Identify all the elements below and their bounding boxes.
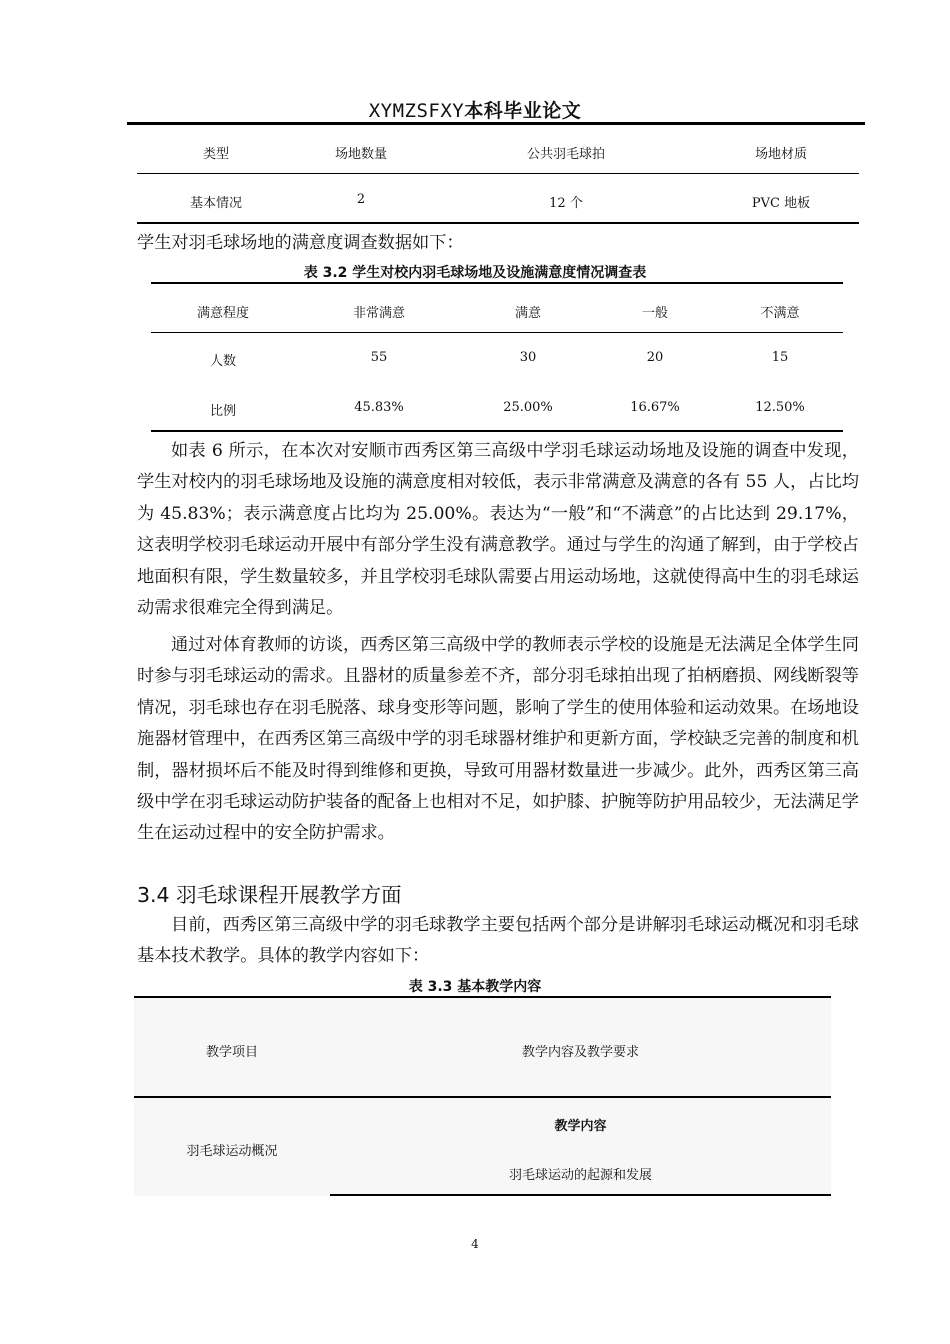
venue-cell-count: 2: [356, 192, 366, 207]
satisfaction-count-label: 人数: [209, 354, 236, 369]
venue-header-type: 类型: [202, 147, 229, 162]
venue-header-count: 场地数量: [334, 147, 387, 162]
satisfaction-header-unsatisfied: 不满意: [760, 306, 800, 321]
satisfaction-ratio-label: 比例: [209, 404, 236, 419]
content-header-item: 教学项目: [205, 1045, 258, 1060]
section-heading: 3.4 羽毛球课程开展教学方面: [137, 883, 402, 907]
content-table-bottom-rule: [330, 1194, 831, 1196]
page-header-title: [0, 96, 950, 123]
venue-cell-type: 基本情况: [189, 196, 242, 211]
satisfaction-header-level: 满意程度: [196, 306, 249, 321]
header-prefix: XYMZSFXY: [368, 100, 465, 122]
satisfaction-header-very: 非常满意: [352, 306, 405, 321]
section-paragraph: 目前，西秀区第三高级中学的羽毛球教学主要包括两个部分是讲解羽毛球运动概况和羽毛球基本技术教学。具体的教学内容如下：: [137, 915, 859, 967]
satisfaction-ratio-average: 16.67%: [630, 400, 680, 415]
venue-header-rackets: 公共羽毛球拍: [526, 147, 605, 162]
content-row-item: 羽毛球运动概况: [186, 1144, 278, 1159]
satisfaction-table-caption: 表 3.2 学生对校内羽毛球场地及设施满意度情况调查表: [303, 265, 647, 281]
satisfaction-intro: 学生对羽毛球场地的满意度调查数据如下：: [137, 233, 464, 253]
page-number: 4: [471, 1237, 479, 1251]
satisfaction-ratio-unsatisfied: 12.50%: [755, 400, 805, 415]
header-rule: [127, 122, 865, 125]
satisfaction-ratio-very: 45.83%: [354, 400, 404, 415]
header-suffix: 本科毕业论文: [464, 100, 582, 122]
content-header-requirements: 教学内容及教学要求: [521, 1045, 639, 1060]
venue-cell-rackets: 12 个: [549, 196, 583, 211]
satisfaction-header-average: 一般: [641, 306, 668, 321]
venue-table-bottom-rule: [137, 222, 859, 224]
satisfaction-table-bottom-rule: [151, 430, 843, 432]
satisfaction-table-top-rule: [151, 282, 843, 284]
body-paragraph-2: 通过对体育教师的访谈，西秀区第三高级中学的教师表示学校的设施是无法满足全体学生同时参与羽毛球运动的需求。且器材的质量参差不齐，部分羽毛球拍出现了拍柄磨损、网线断裂等情况，羽毛球也存在羽毛脱落、球身变形等问题，影响了学生的使用体验和运动效果。在场地设施器材管理中，在西秀区第三高级中学的羽毛球器材维护和更新方面，学校缺乏完善的制度和机制，器材损坏后不能及时得到维修和更换，导致可用器材数量进一步减少。此外，西秀区第三高级中学在羽毛球运动防护装备的配备上也相对不足，如护膝、护腕等防护用品较少，无法满足学生在运动过程中的安全防护需求。: [137, 635, 859, 844]
venue-cell-material: PVC 地板: [751, 196, 811, 211]
satisfaction-count-average: 20: [646, 350, 664, 365]
satisfaction-ratio-satisfied: 25.00%: [503, 400, 553, 415]
body-paragraph-1: 如表 6 所示，在本次对安顺市西秀区第三高级中学羽毛球运动场地及设施的调查中发现，学生对校内的羽毛球场地及设施的满意度相对较低，表示非常满意及满意的各有 55 人，占比均为 45.83%；表示满意度占比均为 25.00%。表达为“一般”和“不满意”的占比达到 29.17%，这表明学校羽毛球运动开展中有部分学生没有满意教学。通过与学生的沟通了解到，由于学校占地面积有限，学生数量较多，并且学校羽毛球队需要占用运动场地，这就使得高中生的羽毛球运动需求很难完全得到满足。: [137, 441, 859, 619]
content-table-top-rule: [134, 996, 831, 998]
content-table-mid-rule: [134, 1096, 831, 1098]
content-row-value: 羽毛球运动的起源和发展: [508, 1168, 652, 1183]
satisfaction-table-mid-rule: [151, 332, 843, 333]
satisfaction-header-satisfied: 满意: [514, 306, 541, 321]
satisfaction-count-satisfied: 30: [519, 350, 537, 365]
venue-header-material: 场地材质: [754, 147, 807, 162]
content-row-subheader: 教学内容: [554, 1119, 607, 1134]
content-table-caption: 表 3.3 基本教学内容: [408, 979, 542, 995]
satisfaction-count-unsatisfied: 15: [771, 350, 789, 365]
satisfaction-count-very: 55: [370, 350, 388, 365]
venue-table-mid-rule: [137, 173, 859, 174]
